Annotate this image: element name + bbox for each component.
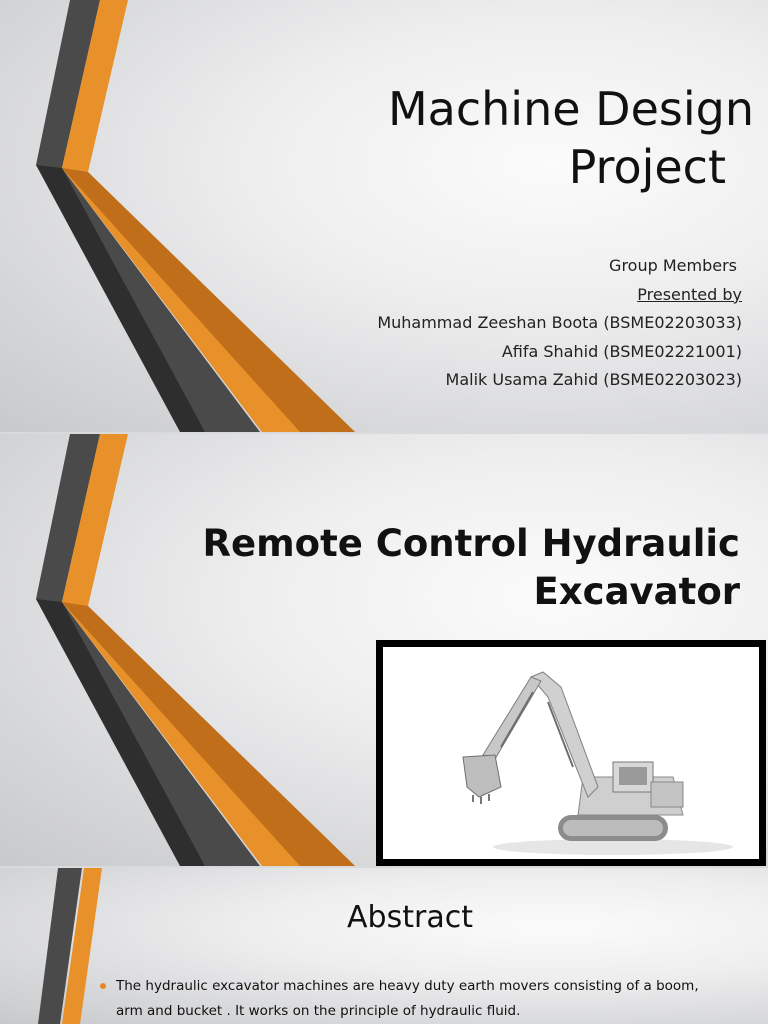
member-item: Malik Usama Zahid (BSME02203023) [445, 370, 742, 389]
presented-by-link[interactable]: Presented by [637, 284, 742, 304]
slide-title-heading [234, 80, 754, 196]
excavator-image-frame[interactable] [376, 640, 766, 866]
excavator-icon [383, 647, 759, 859]
title-line-2: Project [568, 140, 726, 194]
project-title-line-2: Excavator [533, 570, 740, 613]
slide-title[interactable] [0, 0, 768, 432]
member-item: Afifa Shahid (BSME02221001) [501, 341, 742, 361]
member-item: Muhammad Zeeshan Boota (BSME02203033) [377, 313, 742, 332]
abstract-bullet-text: The hydraulic excavator machines are heavy duty earth movers consisting of a boom, arm and bucket . It works on the principle of hydraulic fluid. [116, 978, 699, 1019]
abstract-list [100, 974, 700, 1024]
abstract-heading: Abstract [347, 900, 473, 935]
project-title [120, 520, 740, 616]
title-line-1: Machine Design [387, 82, 754, 136]
list-item [100, 974, 700, 1024]
project-title-line-1: Remote Control Hydraulic [202, 522, 740, 565]
bullet-icon [100, 983, 106, 989]
members-block [222, 252, 742, 395]
group-members-label: Group Members [609, 256, 737, 275]
